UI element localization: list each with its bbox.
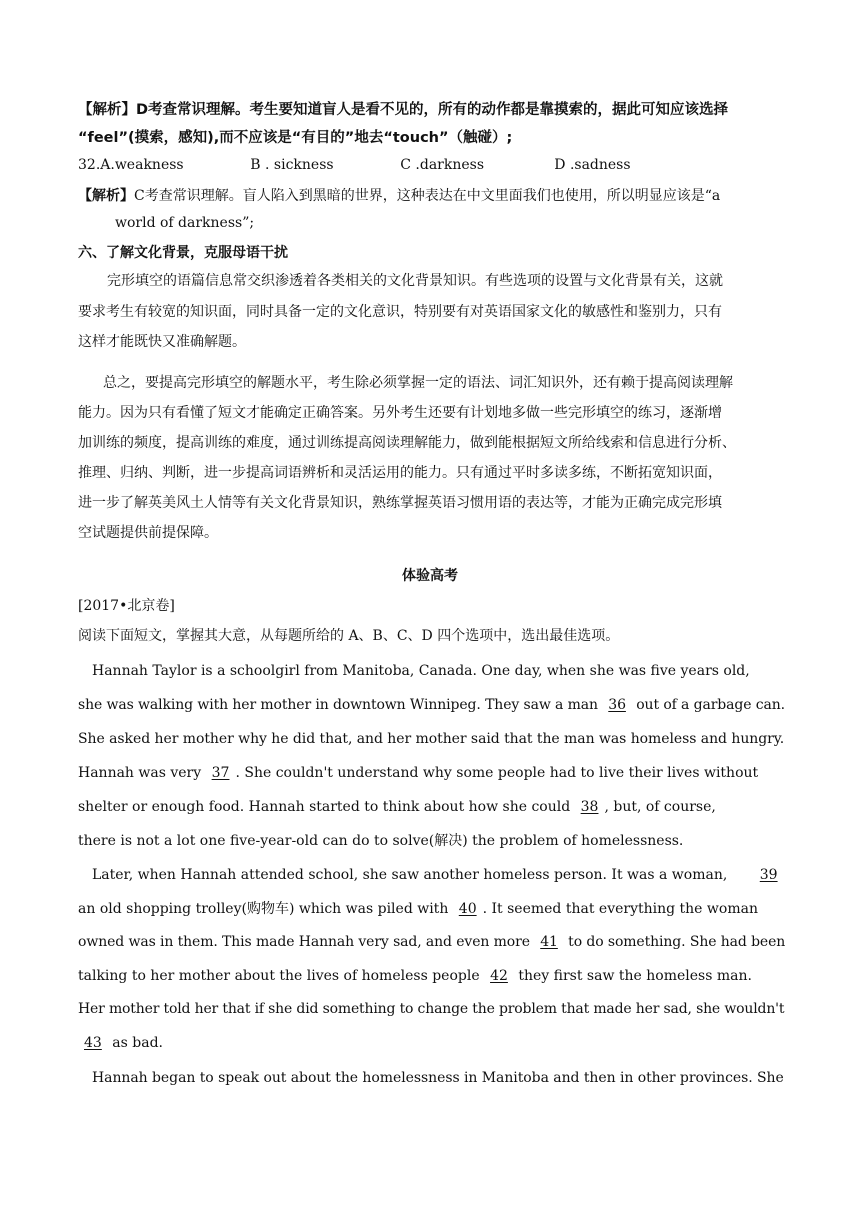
paragraph-2-line: 推理、归纳、判断，进一步提高词语辨析和灵活运用的能力。只有通过平时多读多练，不断拓宽知识面， (78, 465, 722, 481)
passage-line (92, 865, 784, 885)
paragraph-2-line: 空试题提供前提保障。 (78, 525, 218, 541)
analysis-31-line-2: “feel”(摸索，感知),而不应该是“有目的”地去“touch”（触碰）; (78, 130, 513, 146)
paragraph-2-line: 总之，要提高完形填空的解题水平，考生除必须掌握一定的语法、词汇知识外，还有赖于提高阅读理解 (103, 375, 733, 391)
paragraph-2-line: 进一步了解英美风土人情等有关文化背景知识，熟练掌握英语习惯用语的表达等，才能为正确完成完形填 (78, 495, 722, 511)
passage-line (78, 899, 758, 919)
passage-line: Hannah began to speak out about the homelessness in Manitoba and then in other provinces. She (92, 1070, 784, 1086)
passage-line: there is not a lot one five-year-old can do to solve(解决) the problem of homelessness. (78, 833, 684, 849)
passage-line: She asked her mother why he did that, and her mother said that the man was homeless and hungry. (78, 731, 785, 747)
passage-text: , but, of course, (604, 799, 716, 815)
passage-text: to do something. She had been (563, 934, 786, 950)
analysis-31-line-1 (78, 100, 728, 120)
passage-line: Her mother told her that if she did something to change the problem that made her sad, she wouldn't (78, 1001, 785, 1017)
question-number: 32. (78, 157, 101, 173)
passage-text: . It seemed that everything the woman (482, 901, 758, 917)
paragraph-1-line: 完形填空的语篇信息常交织渗透着各类相关的文化背景知识。有些选项的设置与文化背景有关，这就 (107, 273, 723, 289)
passage-line (78, 763, 758, 783)
analysis-32-line-2: world of darkness”; (115, 215, 255, 231)
passage-line: Hannah Taylor is a schoolgirl from Manitoba, Canada. One day, when she was five years old, (92, 663, 750, 679)
analysis-32-text-1: C考查常识理解。盲人陷入到黑暗的世界，这种表达在中文里面我们也使用，所以明显应该是“a (134, 188, 721, 204)
question-32 (78, 155, 631, 175)
passage-line (78, 1033, 163, 1053)
passage-text: an old shopping trolley(购物车) which was piled with (78, 901, 453, 917)
option-a: A.weakness (100, 157, 184, 173)
blank-40: 40 (458, 901, 477, 917)
passage-line (78, 932, 785, 952)
passage-text: out of a garbage can. (631, 697, 785, 713)
paragraph-1-line: 这样才能既快又准确解题。 (78, 334, 246, 350)
option-b: B . sickness (250, 157, 334, 173)
exam-title: 体验高考 (402, 568, 458, 584)
analysis-tag: 【解析】 (78, 188, 134, 204)
passage-text: . She couldn't understand why some people had to live their lives without (235, 765, 759, 781)
passage-text: as bad. (107, 1035, 163, 1051)
passage-line (78, 966, 752, 986)
blank-37: 37 (211, 765, 230, 781)
blank-42: 42 (490, 968, 508, 984)
section-heading: 六、了解文化背景，克服母语干扰 (78, 245, 288, 261)
analysis-tag: 【解析】 (78, 102, 136, 118)
analysis-32-line-1 (78, 186, 720, 206)
blank-43: 43 (84, 1035, 102, 1051)
passage-text: Hannah was very (78, 765, 206, 781)
passage-line (78, 797, 716, 817)
passage-text: Later, when Hannah attended school, she saw another homeless person. It was a woman, (92, 867, 732, 883)
blank-41: 41 (540, 934, 558, 950)
exam-instruction: 阅读下面短文，掌握其大意，从每题所给的 A、B、C、D 四个选项中，选出最佳选项。 (78, 628, 620, 644)
passage-text: shelter or enough food. Hannah started to think about how she could (78, 799, 575, 815)
passage-text: she was walking with her mother in downtown Winnipeg. They saw a man (78, 697, 603, 713)
option-d: D .sadness (554, 157, 631, 173)
option-c: C .darkness (400, 157, 485, 173)
paragraph-1-line: 要求考生有较宽的知识面，同时具备一定的文化意识，特别要有对英语国家文化的敏感性和鉴别力，只有 (78, 304, 722, 320)
passage-line (78, 695, 785, 715)
paragraph-2-line: 加训练的频度，提高训练的难度，通过训练提高阅读理解能力，做到能根据短文所给线索和信息进行分析、 (78, 435, 736, 451)
blank-38: 38 (580, 799, 599, 815)
blank-39: 39 (759, 867, 778, 883)
blank-36: 36 (608, 697, 626, 713)
passage-text: they first saw the homeless man. (513, 968, 752, 984)
exam-source: [2017•北京卷] (78, 598, 175, 614)
passage-text: talking to her mother about the lives of homeless people (78, 968, 485, 984)
paragraph-2-line: 能力。因为只有看懂了短文才能确定正确答案。另外考生还要有计划地多做一些完形填空的练习，逐渐增 (78, 405, 722, 421)
passage-text: owned was in them. This made Hannah very sad, and even more (78, 934, 535, 950)
analysis-31-text-1: D考查常识理解。考生要知道盲人是看不见的，所有的动作都是靠摸索的，据此可知应该选择 (136, 102, 729, 118)
